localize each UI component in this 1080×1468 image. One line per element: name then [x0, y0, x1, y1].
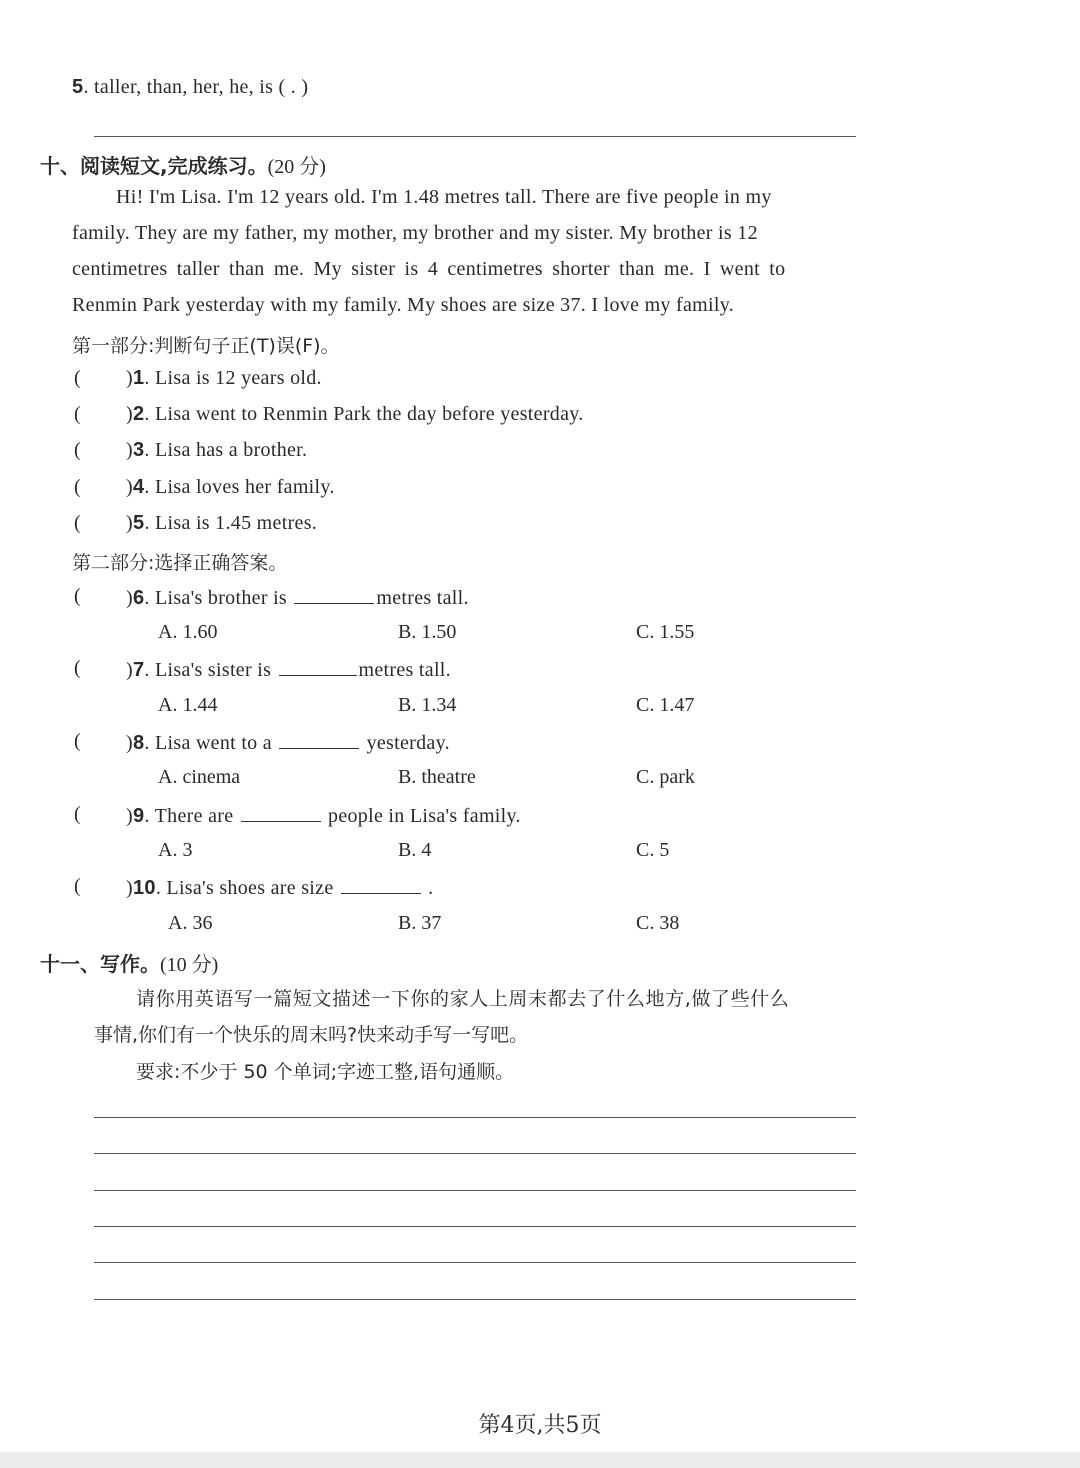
question-stem-end: people in Lisa's family. — [328, 805, 521, 827]
question-stem: . Lisa's brother is — [144, 587, 288, 609]
question-stem: . Lisa's shoes are size — [155, 877, 334, 899]
option-a[interactable]: A. 3 — [158, 839, 193, 861]
question-text: . Lisa is 12 years old. — [144, 367, 322, 389]
question-stem-end: metres tall. — [358, 659, 451, 681]
section-score: (10 分) — [160, 954, 219, 976]
question-stem-end: . — [428, 877, 434, 899]
option-b[interactable]: B. 1.50 — [398, 621, 457, 643]
option-c[interactable]: C. 5 — [636, 839, 670, 861]
question-number: 2 — [132, 403, 145, 425]
tf-question-5: )5. Lisa is 1.45 metres. — [126, 512, 318, 534]
fill-blank[interactable] — [279, 730, 359, 749]
mc-question-9: )9. There are people in Lisa's family. — [126, 805, 521, 827]
question-number: 1 — [132, 367, 145, 389]
passage-line: Hi! I'm Lisa. I'm 12 years old. I'm 1.48 metres tall. There are five people in my — [116, 186, 772, 208]
mc-question-7: )7. Lisa's sister is metres tall. — [126, 659, 451, 681]
part-1-title: 第一部分:判断句子正(T)误(F)。 — [72, 335, 340, 357]
answer-bracket[interactable]: ( — [74, 585, 81, 607]
question-text: . Lisa went to Renmin Park the day before yesterday. — [144, 403, 584, 425]
mc-question-8: )8. Lisa went to a yesterday. — [126, 732, 450, 754]
question-number: 8 — [132, 732, 145, 754]
fill-blank[interactable] — [279, 657, 357, 676]
option-b[interactable]: B. 37 — [398, 912, 442, 934]
writing-line[interactable] — [94, 1117, 856, 1118]
question-number: 9 — [132, 805, 145, 827]
option-b[interactable]: B. 1.34 — [398, 694, 457, 716]
page-number: 第4页,共5页 — [478, 1413, 602, 1438]
answer-line[interactable] — [94, 136, 856, 137]
question-text: . Lisa has a brother. — [144, 439, 308, 461]
answer-bracket[interactable]: ( — [74, 403, 81, 425]
question-number: 4 — [132, 476, 145, 498]
answer-bracket[interactable]: ( — [74, 439, 81, 461]
question-stem: . Lisa went to a — [144, 732, 272, 754]
writing-line[interactable] — [94, 1299, 856, 1300]
section-title: 十一、写作。 — [40, 952, 160, 976]
section-score: (20 分) — [267, 156, 326, 178]
writing-line[interactable] — [94, 1262, 856, 1263]
fill-blank[interactable] — [341, 875, 421, 894]
question-stem-end: metres tall. — [376, 587, 469, 609]
option-a[interactable]: A. cinema — [158, 766, 241, 788]
option-a[interactable]: A. 1.60 — [158, 621, 218, 643]
option-b[interactable]: B. theatre — [398, 766, 476, 788]
option-c[interactable]: C. 38 — [636, 912, 680, 934]
question-number: 5 — [72, 76, 84, 98]
tf-question-2: )2. Lisa went to Renmin Park the day before yesterday. — [126, 403, 584, 425]
option-c[interactable]: C. 1.47 — [636, 694, 695, 716]
writing-prompt-line: 请你用英语写一篇短文描述一下你的家人上周末都去了什么地方,做了些什么 — [136, 988, 790, 1010]
part-2-title: 第二部分:选择正确答案。 — [72, 552, 288, 574]
page-edge — [0, 1452, 1080, 1468]
answer-bracket[interactable]: ( — [74, 512, 81, 534]
option-c[interactable]: C. 1.55 — [636, 621, 695, 643]
mc-question-10: )10. Lisa's shoes are size . — [126, 877, 434, 899]
option-b[interactable]: B. 4 — [398, 839, 432, 861]
passage-line: Renmin Park yesterday with my family. My shoes are size 37. I love my family. — [72, 294, 735, 316]
tf-question-1: )1. Lisa is 12 years old. — [126, 367, 322, 389]
writing-line[interactable] — [94, 1190, 856, 1191]
question-text: . Lisa is 1.45 metres. — [144, 512, 318, 534]
section-11-heading — [40, 948, 218, 977]
section-title: 十、阅读短文,完成练习。 — [40, 154, 268, 178]
writing-prompt-line: 事情,你们有一个快乐的周末吗?快来动手写一写吧。 — [94, 1024, 529, 1046]
question-number: 6 — [132, 587, 145, 609]
answer-bracket[interactable]: ( — [74, 875, 81, 897]
passage-line: centimetres taller than me. My sister is 4 centimetres shorter than me. I went to — [72, 258, 786, 280]
fill-blank[interactable] — [294, 585, 374, 604]
mc-question-6: )6. Lisa's brother is metres tall. — [126, 587, 469, 609]
answer-bracket[interactable]: ( — [74, 657, 81, 679]
answer-bracket[interactable]: ( — [74, 476, 81, 498]
question-text: . taller, than, her, he, is ( . ) — [83, 76, 309, 98]
question-number: 7 — [132, 659, 145, 681]
writing-line[interactable] — [94, 1226, 856, 1227]
question-number: 5 — [132, 512, 145, 534]
tf-question-3: )3. Lisa has a brother. — [126, 439, 308, 461]
question-stem-end: yesterday. — [366, 732, 450, 754]
answer-bracket[interactable]: ( — [74, 367, 81, 389]
question-stem: . Lisa's sister is — [144, 659, 272, 681]
option-a[interactable]: A. 36 — [168, 912, 213, 934]
fill-blank[interactable] — [241, 803, 321, 822]
option-c[interactable]: C. park — [636, 766, 695, 788]
question-text: . Lisa loves her family. — [144, 476, 335, 498]
question-number: 3 — [132, 439, 145, 461]
writing-requirement: 要求:不少于 50 个单词;字迹工整,语句通顺。 — [136, 1061, 515, 1083]
question-number: 10 — [132, 877, 156, 899]
answer-bracket[interactable]: ( — [74, 730, 81, 752]
tf-question-4: )4. Lisa loves her family. — [126, 476, 335, 498]
option-a[interactable]: A. 1.44 — [158, 694, 218, 716]
answer-bracket[interactable]: ( — [74, 803, 81, 825]
section-10-heading — [40, 150, 326, 179]
writing-line[interactable] — [94, 1153, 856, 1154]
question-5 — [72, 76, 308, 99]
passage-line: family. They are my father, my mother, my brother and my sister. My brother is 12 — [72, 222, 758, 244]
question-stem: . There are — [144, 805, 234, 827]
